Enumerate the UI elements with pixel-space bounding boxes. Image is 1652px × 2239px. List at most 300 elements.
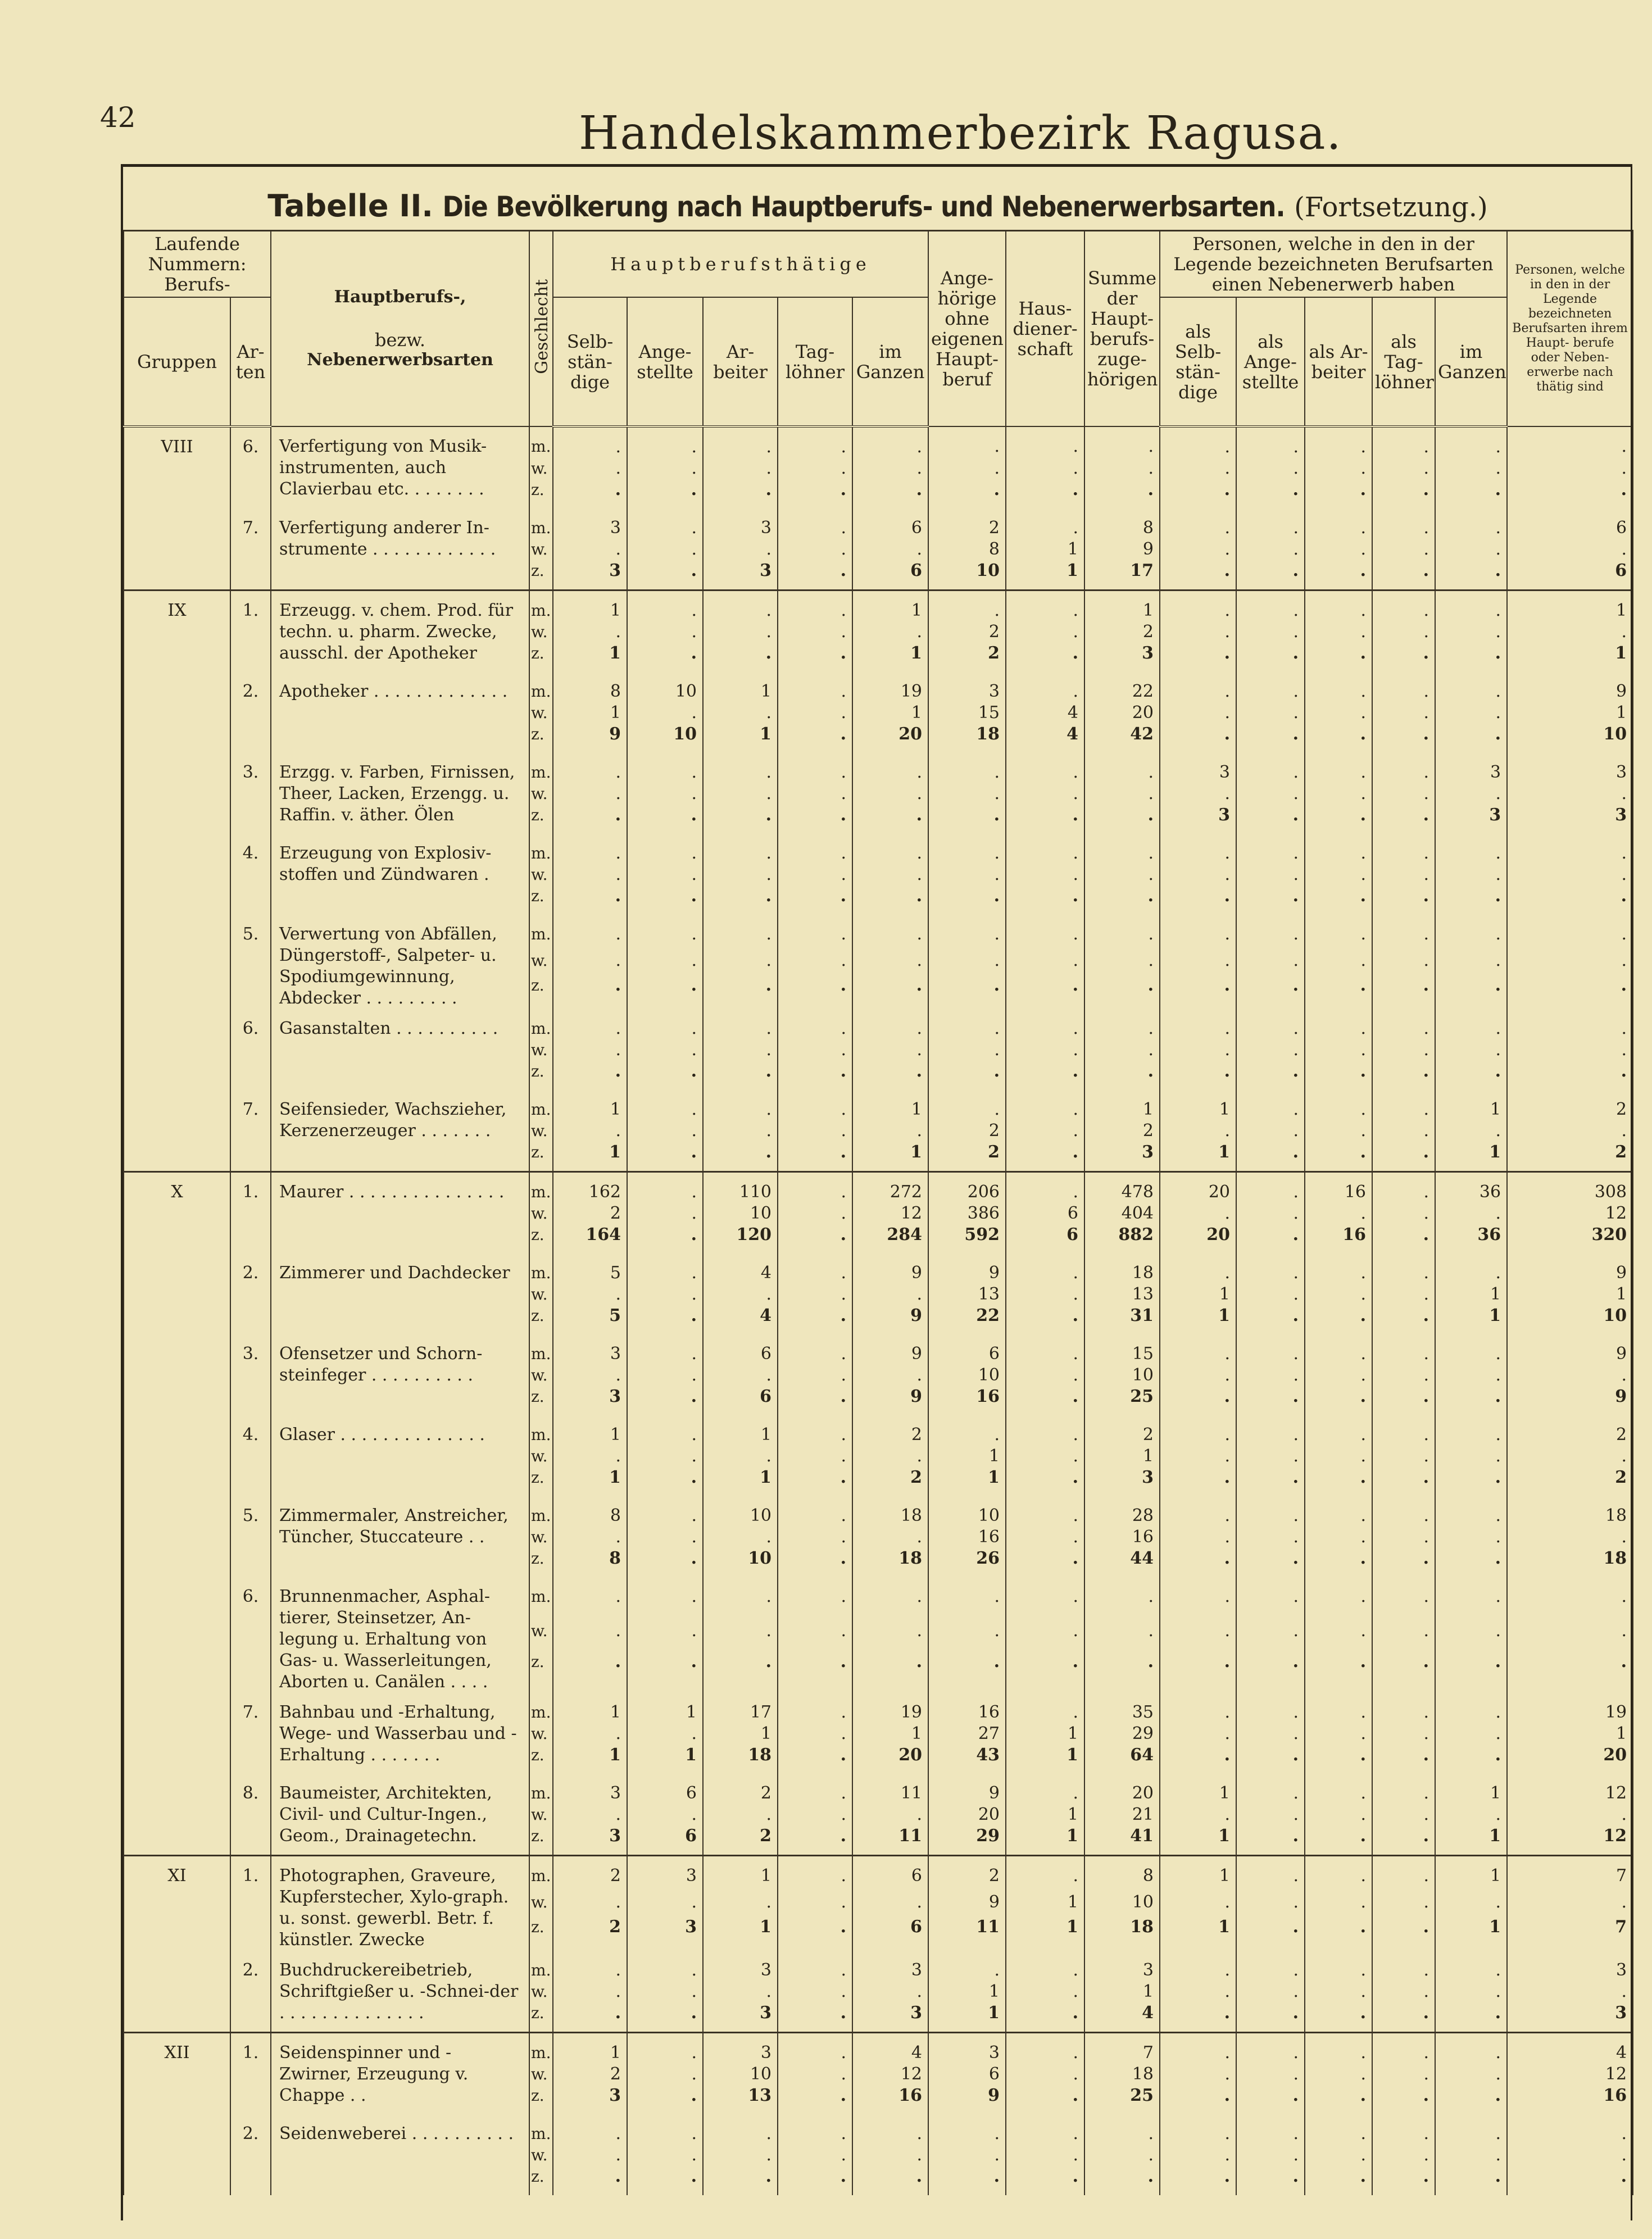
value-cell: . xyxy=(1507,915,1633,950)
value-cell: 11 xyxy=(852,1774,928,1804)
value-cell: . xyxy=(1236,2085,1305,2114)
value-cell: . xyxy=(1372,1467,1435,1496)
value-cell: 9 xyxy=(928,2085,1006,2114)
value-cell: . xyxy=(1372,1386,1435,1415)
value-cell: . xyxy=(1006,1548,1084,1577)
berufsart-nummer: 7. xyxy=(230,508,271,591)
value-cell: . xyxy=(627,1305,703,1334)
sex-label: z. xyxy=(529,2002,553,2033)
value-cell: . xyxy=(1160,1334,1236,1365)
value-cell: 16 xyxy=(1507,2085,1633,2114)
value-cell: . xyxy=(1435,426,1507,458)
value-cell: . xyxy=(1372,591,1435,622)
value-cell: . xyxy=(1160,1203,1236,1224)
value-cell: . xyxy=(627,1254,703,1284)
value-cell: . xyxy=(627,1620,703,1651)
value-cell: . xyxy=(627,702,703,724)
sex-label: w. xyxy=(529,702,553,724)
value-cell: . xyxy=(1305,672,1372,702)
value-cell: . xyxy=(1236,915,1305,950)
value-cell: 17 xyxy=(1084,560,1160,591)
value-cell: . xyxy=(627,915,703,950)
value-cell: . xyxy=(1084,2145,1160,2166)
value-cell: . xyxy=(703,1651,778,1693)
value-cell: 284 xyxy=(852,1224,928,1254)
berufsart-nummer: 4. xyxy=(230,834,271,915)
value-cell: . xyxy=(1236,1951,1305,1981)
header-als-arbeiter: als Ar- beiter xyxy=(1305,297,1372,426)
value-cell: . xyxy=(1507,1981,1633,2002)
value-cell: 1 xyxy=(1006,539,1084,560)
berufsart-name: Apotheker . . . . . . . . . . . . . xyxy=(271,672,529,753)
value-cell: . xyxy=(1305,1203,1372,1224)
value-cell: . xyxy=(1236,1496,1305,1527)
value-cell: . xyxy=(1305,1892,1372,1916)
value-cell: . xyxy=(1435,1651,1507,1693)
value-cell: . xyxy=(852,885,928,915)
value-cell: . xyxy=(1084,834,1160,864)
value-cell: . xyxy=(1435,1693,1507,1723)
value-cell: . xyxy=(1435,1415,1507,1446)
value-cell: . xyxy=(627,2114,703,2145)
value-cell: 1 xyxy=(1160,1825,1236,1856)
value-cell: 9 xyxy=(852,1386,928,1415)
value-cell: . xyxy=(1507,458,1633,479)
sex-label: z. xyxy=(529,2166,553,2195)
value-cell: 10 xyxy=(703,1548,778,1577)
value-cell: . xyxy=(703,915,778,950)
value-cell: 1 xyxy=(1006,1825,1084,1856)
table-caption: Die Bevölkerung nach Hauptberufs- und Nebenerwerbsarten. xyxy=(442,190,1285,223)
berufsart-nummer: 2. xyxy=(230,1951,271,2033)
value-cell: . xyxy=(703,2114,778,2145)
value-cell: 18 xyxy=(928,724,1006,753)
value-cell: 1 xyxy=(1160,1284,1236,1305)
sex-label: m. xyxy=(529,1577,553,1620)
value-cell: . xyxy=(1236,479,1305,508)
value-cell: . xyxy=(1435,1467,1507,1496)
value-cell: . xyxy=(1084,1620,1160,1651)
value-cell: . xyxy=(1236,975,1305,1009)
value-cell: . xyxy=(1507,1620,1633,1651)
value-cell: 12 xyxy=(1507,2064,1633,2085)
value-cell: . xyxy=(778,950,852,975)
value-cell: . xyxy=(1160,1039,1236,1061)
sex-label: w. xyxy=(529,1527,553,1548)
sex-label: m. xyxy=(529,1693,553,1723)
value-cell: . xyxy=(928,1620,1006,1651)
value-cell: 9 xyxy=(1507,672,1633,702)
value-cell: . xyxy=(778,2085,852,2114)
value-cell: . xyxy=(778,702,852,724)
value-cell: . xyxy=(1372,1951,1435,1981)
value-cell: . xyxy=(703,479,778,508)
value-cell: . xyxy=(553,1527,627,1548)
sex-label: m. xyxy=(529,2114,553,2145)
value-cell: . xyxy=(553,783,627,805)
value-cell: . xyxy=(703,2166,778,2195)
value-cell: . xyxy=(1160,426,1236,458)
value-cell: . xyxy=(1305,1825,1372,1856)
value-cell: . xyxy=(1236,1039,1305,1061)
value-cell: 3 xyxy=(928,672,1006,702)
value-cell: . xyxy=(627,834,703,864)
value-cell: 3 xyxy=(703,2002,778,2033)
value-cell: 1 xyxy=(1435,1090,1507,1120)
value-cell: . xyxy=(553,1804,627,1825)
value-cell: . xyxy=(1160,1009,1236,1039)
value-cell: . xyxy=(1305,1804,1372,1825)
value-cell: 3 xyxy=(627,1916,703,1951)
value-cell: . xyxy=(1372,458,1435,479)
value-cell: . xyxy=(928,950,1006,975)
value-cell: . xyxy=(703,1142,778,1172)
value-cell: 12 xyxy=(852,1203,928,1224)
value-cell: . xyxy=(1305,975,1372,1009)
sex-label: m. xyxy=(529,1172,553,1203)
value-cell: . xyxy=(1236,2166,1305,2195)
value-cell: . xyxy=(1236,1061,1305,1090)
value-cell: . xyxy=(1236,2145,1305,2166)
berufsart-nummer: 6. xyxy=(230,1577,271,1693)
value-cell: . xyxy=(1006,1774,1084,1804)
value-cell: 206 xyxy=(928,1172,1006,1203)
value-cell: 3 xyxy=(1507,805,1633,834)
berufsart-nummer: 7. xyxy=(230,1090,271,1172)
value-cell: . xyxy=(1160,2085,1236,2114)
value-cell: . xyxy=(1305,950,1372,975)
value-cell: . xyxy=(778,1386,852,1415)
value-cell: . xyxy=(1507,1577,1633,1620)
value-cell: 1 xyxy=(553,1693,627,1723)
value-cell: . xyxy=(703,805,778,834)
value-cell: . xyxy=(852,426,928,458)
value-cell: . xyxy=(1084,479,1160,508)
value-cell: . xyxy=(627,1203,703,1224)
value-cell: . xyxy=(703,591,778,622)
value-cell: 5 xyxy=(553,1254,627,1284)
value-cell: . xyxy=(1006,1446,1084,1467)
value-cell: . xyxy=(627,2002,703,2033)
value-cell: . xyxy=(852,1061,928,1090)
value-cell: . xyxy=(1236,1804,1305,1825)
value-cell: . xyxy=(928,1039,1006,1061)
value-cell: . xyxy=(1236,1467,1305,1496)
value-cell: 6 xyxy=(852,508,928,539)
value-cell: . xyxy=(1160,702,1236,724)
value-cell: . xyxy=(1305,2085,1372,2114)
value-cell: . xyxy=(1006,2064,1084,2085)
value-cell: . xyxy=(627,783,703,805)
value-cell: . xyxy=(1435,702,1507,724)
value-cell: . xyxy=(1160,1365,1236,1386)
value-cell: . xyxy=(1435,621,1507,643)
value-cell: 2 xyxy=(928,1856,1006,1892)
value-cell: 3 xyxy=(1084,643,1160,672)
value-cell: . xyxy=(778,753,852,783)
value-cell: . xyxy=(1006,1467,1084,1496)
value-cell: . xyxy=(1435,1386,1507,1415)
sex-label: z. xyxy=(529,1651,553,1693)
value-cell: . xyxy=(1372,950,1435,975)
value-cell: . xyxy=(778,1334,852,1365)
value-cell: . xyxy=(627,1224,703,1254)
value-cell: . xyxy=(1372,864,1435,885)
header-hauptberufstaetige: Hauptberufsthätige xyxy=(553,231,928,298)
value-cell: 2 xyxy=(553,2064,627,2085)
value-cell: . xyxy=(1305,426,1372,458)
berufsgruppe: IX xyxy=(124,591,230,673)
sex-label: w. xyxy=(529,1981,553,2002)
value-cell: . xyxy=(1236,591,1305,622)
value-cell: . xyxy=(1305,1548,1372,1577)
value-cell: . xyxy=(1435,950,1507,975)
value-cell: . xyxy=(778,508,852,539)
value-cell: 42 xyxy=(1084,724,1160,753)
value-cell: 20 xyxy=(852,724,928,753)
value-cell: . xyxy=(553,1120,627,1142)
value-cell: . xyxy=(1435,672,1507,702)
value-cell: . xyxy=(1236,508,1305,539)
berufsart-name: Seidenspinner und -Zwirner, Erzeugung v. Chappe . . xyxy=(271,2033,529,2115)
table-row xyxy=(124,2033,1633,2064)
value-cell: . xyxy=(1372,2033,1435,2064)
value-cell: . xyxy=(1160,1745,1236,1774)
value-cell: 12 xyxy=(1507,1774,1633,1804)
value-cell: . xyxy=(778,1774,852,1804)
sex-label: z. xyxy=(529,1061,553,1090)
value-cell: . xyxy=(627,753,703,783)
berufsgruppe xyxy=(124,915,230,1009)
value-cell: . xyxy=(778,805,852,834)
berufsart-nummer: 5. xyxy=(230,1496,271,1577)
value-cell: . xyxy=(1372,2085,1435,2114)
value-cell: . xyxy=(553,2002,627,2033)
value-cell: . xyxy=(1236,621,1305,643)
sex-label: m. xyxy=(529,1334,553,1365)
value-cell: . xyxy=(1372,2166,1435,2195)
value-cell: . xyxy=(553,1365,627,1386)
sex-label: w. xyxy=(529,539,553,560)
value-cell: . xyxy=(1236,1981,1305,2002)
value-cell: . xyxy=(1372,1981,1435,2002)
value-cell: . xyxy=(1372,805,1435,834)
value-cell: . xyxy=(1435,2064,1507,2085)
value-cell: . xyxy=(928,426,1006,458)
table-row xyxy=(124,672,1633,702)
berufsart-name: Zimmermaler, Anstreicher, Tüncher, Stuccateure . . xyxy=(271,1496,529,1577)
value-cell: . xyxy=(1372,1620,1435,1651)
value-cell: . xyxy=(627,539,703,560)
value-cell: . xyxy=(928,805,1006,834)
value-cell: . xyxy=(1372,479,1435,508)
value-cell: . xyxy=(1236,1254,1305,1284)
value-cell: . xyxy=(627,1009,703,1039)
value-cell: . xyxy=(928,2145,1006,2166)
value-cell: . xyxy=(1236,1548,1305,1577)
value-cell: 3 xyxy=(553,2085,627,2114)
value-cell: . xyxy=(1006,1856,1084,1892)
value-cell: 3 xyxy=(703,508,778,539)
value-cell: 1 xyxy=(1435,1825,1507,1856)
header-selbstaendige: Selb- stän- dige xyxy=(553,297,627,426)
value-cell: 2 xyxy=(928,1120,1006,1142)
value-cell: 2 xyxy=(1507,1142,1633,1172)
value-cell: 3 xyxy=(1084,1951,1160,1981)
value-cell: 9 xyxy=(1084,539,1160,560)
berufsart-nummer: 6. xyxy=(230,1009,271,1090)
value-cell: 1 xyxy=(852,1723,928,1745)
value-cell: . xyxy=(778,1856,852,1892)
value-cell: . xyxy=(1006,1061,1084,1090)
value-cell: 21 xyxy=(1084,1804,1160,1825)
value-cell: . xyxy=(1435,834,1507,864)
value-cell: 162 xyxy=(553,1172,627,1203)
value-cell: . xyxy=(852,1039,928,1061)
value-cell: 20 xyxy=(1160,1224,1236,1254)
table-row xyxy=(124,1496,1633,1527)
value-cell: 64 xyxy=(1084,1745,1160,1774)
value-cell: 882 xyxy=(1084,1224,1160,1254)
value-cell: . xyxy=(928,1415,1006,1446)
value-cell: . xyxy=(778,1284,852,1305)
berufsgruppe: XI xyxy=(124,1856,230,1951)
value-cell: 1 xyxy=(553,702,627,724)
value-cell: . xyxy=(553,1284,627,1305)
value-cell: . xyxy=(1305,560,1372,591)
value-cell: 320 xyxy=(1507,1224,1633,1254)
value-cell: . xyxy=(627,1120,703,1142)
value-cell: . xyxy=(1305,1365,1372,1386)
value-cell: . xyxy=(553,2166,627,2195)
value-cell: . xyxy=(778,643,852,672)
value-cell: 1 xyxy=(553,2033,627,2064)
value-cell: . xyxy=(1236,2064,1305,2085)
value-cell: 16 xyxy=(1084,1527,1160,1548)
value-cell: 9 xyxy=(928,1254,1006,1284)
value-cell: 6 xyxy=(627,1825,703,1856)
sex-label: w. xyxy=(529,783,553,805)
value-cell: 2 xyxy=(1084,1415,1160,1446)
value-cell: . xyxy=(1305,1856,1372,1892)
value-cell: . xyxy=(852,783,928,805)
header-hausdienerschaft: Haus- diener- schaft xyxy=(1006,231,1084,427)
sex-label: m. xyxy=(529,672,553,702)
value-cell: . xyxy=(627,1386,703,1415)
value-cell: . xyxy=(703,702,778,724)
table-row xyxy=(124,426,1633,458)
value-cell: . xyxy=(1435,2002,1507,2033)
value-cell: 2 xyxy=(1507,1415,1633,1446)
sex-label: w. xyxy=(529,458,553,479)
value-cell: . xyxy=(1236,672,1305,702)
value-cell: . xyxy=(778,1620,852,1651)
value-cell: 10 xyxy=(627,672,703,702)
value-cell: . xyxy=(1160,885,1236,915)
value-cell: . xyxy=(778,458,852,479)
value-cell: . xyxy=(1305,1467,1372,1496)
value-cell: 10 xyxy=(703,2064,778,2085)
value-cell: . xyxy=(627,1467,703,1496)
value-cell: . xyxy=(778,2166,852,2195)
value-cell: . xyxy=(1435,915,1507,950)
value-cell: 28 xyxy=(1084,1496,1160,1527)
value-cell: . xyxy=(1435,1120,1507,1142)
value-cell: . xyxy=(1236,560,1305,591)
value-cell: . xyxy=(928,2166,1006,2195)
value-cell: . xyxy=(703,539,778,560)
value-cell: . xyxy=(1236,2002,1305,2033)
value-cell: . xyxy=(1305,834,1372,864)
page-number: 42 xyxy=(100,101,136,134)
value-cell: . xyxy=(1435,1620,1507,1651)
value-cell: 6 xyxy=(1006,1203,1084,1224)
value-cell: . xyxy=(1435,1527,1507,1548)
value-cell: 16 xyxy=(1305,1224,1372,1254)
value-cell: . xyxy=(1305,1305,1372,1334)
value-cell: . xyxy=(1160,672,1236,702)
value-cell: . xyxy=(1006,864,1084,885)
value-cell: . xyxy=(852,1577,928,1620)
value-cell: . xyxy=(1006,1254,1084,1284)
value-cell: . xyxy=(1305,885,1372,915)
berufsart-name: Verwertung von Abfällen, Düngerstoff-, Salpeter- u. Spodiumgewinnung, Abdecker . . . . . . . . . xyxy=(271,915,529,1009)
value-cell: . xyxy=(1305,1916,1372,1951)
value-cell: . xyxy=(852,975,928,1009)
value-cell: . xyxy=(1507,2166,1633,2195)
value-cell: . xyxy=(778,1142,852,1172)
value-cell: . xyxy=(1084,2166,1160,2195)
value-cell: 25 xyxy=(1084,1386,1160,1415)
value-cell: 1 xyxy=(703,1467,778,1496)
value-cell: . xyxy=(1160,834,1236,864)
value-cell: . xyxy=(778,1467,852,1496)
value-cell: 6 xyxy=(627,1774,703,1804)
value-cell: . xyxy=(1435,591,1507,622)
value-cell: . xyxy=(1236,2033,1305,2064)
value-cell: . xyxy=(1160,1415,1236,1446)
value-cell: . xyxy=(627,2145,703,2166)
value-cell: 3 xyxy=(1507,1951,1633,1981)
value-cell: . xyxy=(553,950,627,975)
value-cell: 4 xyxy=(1006,702,1084,724)
value-cell: . xyxy=(778,591,852,622)
value-cell: . xyxy=(778,1415,852,1446)
value-cell: 1 xyxy=(1160,1916,1236,1951)
value-cell: . xyxy=(778,1090,852,1120)
value-cell: . xyxy=(852,479,928,508)
value-cell: . xyxy=(852,805,928,834)
value-cell: 3 xyxy=(1507,2002,1633,2033)
berufsart-nummer: 3. xyxy=(230,1334,271,1415)
value-cell: . xyxy=(1305,1774,1372,1804)
value-cell: . xyxy=(1372,426,1435,458)
value-cell: 2 xyxy=(1507,1090,1633,1120)
value-cell: . xyxy=(1372,1496,1435,1527)
value-cell: . xyxy=(778,1061,852,1090)
value-cell: 1 xyxy=(553,1415,627,1446)
value-cell: 1 xyxy=(1435,1142,1507,1172)
value-cell: 2 xyxy=(1084,621,1160,643)
value-cell: 13 xyxy=(703,2085,778,2114)
value-cell: 20 xyxy=(928,1804,1006,1825)
value-cell: . xyxy=(1006,1090,1084,1120)
value-cell: 1 xyxy=(1160,1142,1236,1172)
value-cell: 1 xyxy=(1435,1305,1507,1334)
value-cell: . xyxy=(1160,1620,1236,1651)
header-arten: Ar- ten xyxy=(230,297,271,426)
value-cell: 110 xyxy=(703,1172,778,1203)
